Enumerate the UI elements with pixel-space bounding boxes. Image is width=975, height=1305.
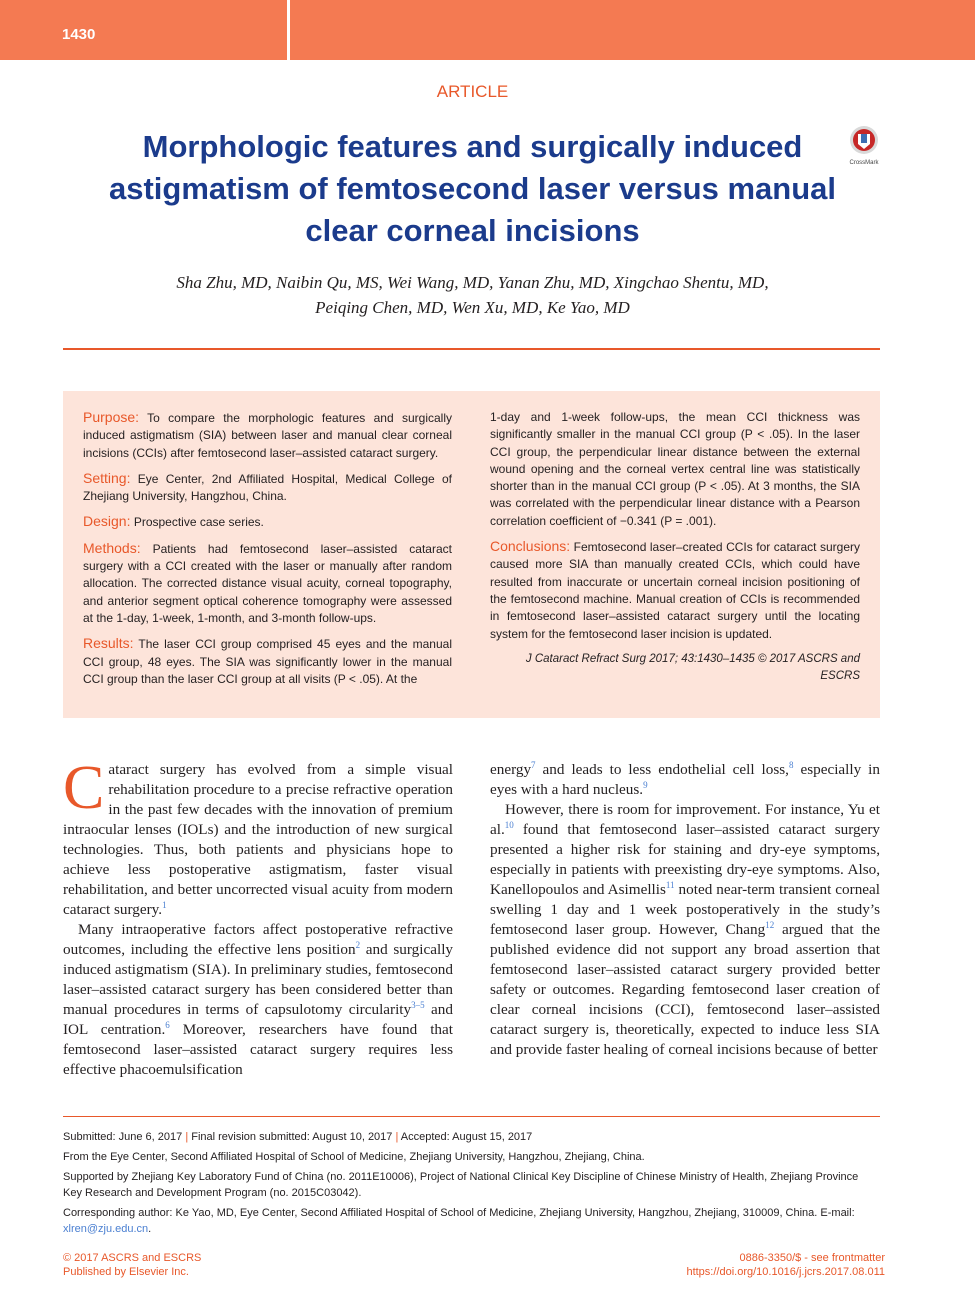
period: .: [148, 1223, 152, 1235]
body-column-right: [490, 760, 880, 1060]
reference-link[interactable]: 3–5: [411, 999, 425, 1010]
abstract-methods: [83, 540, 452, 627]
corresponding-text: Corresponding author: Ke Yao, MD, Eye Center, Second Affiliated Hospital of School of Medicine, Zhejiang University, Hangzhou, Zhejiang, 310009, China. E-mail:: [63, 1207, 855, 1219]
abstract-column-right: [490, 409, 860, 693]
abstract-box: [63, 391, 880, 718]
author-line-2: Peiqing Chen, MD, Wen Xu, MD, Ke Yao, MD: [315, 298, 630, 317]
accepted-date: Accepted: August 15, 2017: [400, 1131, 533, 1143]
body-paragraph-4: [490, 800, 880, 1060]
doi-link[interactable]: https://doi.org/10.1016/j.jcrs.2017.08.011: [686, 1266, 885, 1278]
design-text: Prospective case series.: [133, 515, 264, 530]
paragraph-text: However, there is room for improvement. For instance, Yu et al.: [490, 801, 880, 838]
reference-link[interactable]: 11: [665, 879, 675, 890]
footnote-divider: [63, 1116, 880, 1117]
paragraph-text: found that femtosecond laser–assisted cataract surgery presented a higher risk for staining and dry-eye symptoms, especially in patients with preexisting dry-eye symptoms. Also, Kanellopoulos and Asimellis: [490, 821, 880, 898]
copyright: © 2017 ASCRS and ESCRS: [63, 1252, 202, 1264]
body-paragraph-2: [63, 920, 453, 1080]
paragraph-text: energy: [490, 761, 532, 778]
footnotes: [63, 1129, 880, 1241]
separator: |: [185, 1131, 189, 1143]
corresponding-author-note: [63, 1205, 880, 1237]
page-number: 1430: [62, 26, 96, 43]
paragraph-text: ataract surgery has evolved from a simple visual rehabilitation procedure to a precise refractive operation in the past few decades with the innovation of premium intraocular lenses (IOLs) and the introduction of new surgical technologies. Thus, both patients and physicians hope to achieve less postoperative astigmatism, faster visual rehabilitation, and better uncorrected visual acuity from modern cataract surgery.: [63, 761, 453, 918]
header-bar-right: [290, 0, 975, 60]
reference-link[interactable]: 9: [643, 779, 648, 790]
crossmark-icon[interactable]: [843, 124, 885, 168]
revision-date: Final revision submitted: August 10, 2017: [191, 1131, 393, 1143]
paragraph-text: and leads to less endothelial cell loss,: [535, 761, 789, 778]
reference-link[interactable]: 12: [765, 919, 775, 930]
paragraph-text: and surgically induced astigmatism (SIA). In preliminary studies, femtosecond laser–assisted cataract surgery has been considered better than manual procedures in terms of capsulotomy circularity: [63, 941, 454, 1018]
reference-link[interactable]: 6: [165, 1019, 170, 1030]
paragraph-text: Many intraoperative factors affect postoperative refractive outcomes, including the effective lens position: [63, 921, 453, 958]
abstract-results: [83, 635, 452, 688]
conclusions-text: Femtosecond laser–created CCIs for cataract surgery caused more SIA than manually created CCIs, which could have resulted from inaccurate or uncertain corneal incision positioning of the femtosecond machine. Manual creation of CCIs is recommended in femtosecond laser–assisted cataract surgery until the locating system for the femtosecond laser incision is updated.: [490, 540, 860, 641]
submission-dates: [63, 1129, 880, 1145]
conclusions-heading: Conclusions:: [490, 538, 571, 555]
reference-link[interactable]: 10: [504, 819, 514, 830]
setting-text: Eye Center, 2nd Affiliated Hospital, Medical College of Zhejiang University, Hangzhou, China.: [83, 471, 452, 504]
paragraph-text: especially in eyes with a hard nucleus.: [490, 761, 880, 798]
purpose-text: To compare the morphologic features and surgically induced astigmatism (SIA) between laser and manual clear corneal incisions (CCIs) after femtosecond laser–assisted cataract surgery.: [83, 411, 452, 460]
footer-left: [63, 1251, 201, 1279]
paragraph-text: Moreover, researchers have found that femtosecond laser–assisted cataract surgery requires less effective phacoemulsification: [63, 1021, 453, 1078]
email-link[interactable]: xlren@zju.edu.cn: [63, 1223, 149, 1235]
issn: 0886-3350/$ - see frontmatter: [739, 1252, 885, 1264]
crossmark-label: CrossMark: [849, 160, 879, 166]
results-heading: Results:: [83, 635, 134, 652]
abstract-conclusions: [490, 538, 860, 643]
abstract-column-left: [83, 409, 452, 696]
section-label: ARTICLE: [436, 82, 509, 101]
results-text: The laser CCI group comprised 45 eyes and the manual CCI group, 48 eyes. The SIA was significantly lower in the manual CCI group than the laser CCI group at all visits (P < .05). At the: [83, 637, 452, 686]
body-paragraph-1: [63, 754, 453, 920]
journal-citation: J Cataract Refract Surg 2017; 43:1430–1435 © 2017 ASCRS and ESCRS: [525, 652, 860, 683]
body-column-left: [63, 754, 454, 1080]
header-bar-left: [0, 0, 287, 60]
reference-link[interactable]: 8: [788, 759, 794, 770]
setting-heading: Setting:: [83, 469, 131, 486]
body-paragraph-3: [490, 760, 880, 800]
paragraph-text: and IOL centration.: [63, 1001, 453, 1038]
results-continued: 1-day and 1-week follow-ups, the mean CCI thickness was significantly smaller in the manual CCI group (P < .05). In the laser CCI group, the perpendicular linear distance between the external wound opening and the corneal vertex central line was statistically shorter than in the manual CCI group (P < .05). At 3 months, the SIA was correlated with the perpendicular linear distance with a Pearson correlation coefficient of −0.341 (P = .001).: [490, 410, 860, 528]
reference-link[interactable]: 2: [355, 939, 361, 950]
reference-link[interactable]: 7: [531, 759, 536, 770]
title-divider: [63, 348, 880, 350]
page-header-bar: [0, 0, 975, 60]
methods-heading: Methods:: [83, 539, 141, 556]
paragraph-text: noted near-term transient corneal swelling 1 day and 1 week postoperatively in the study’s femtosecond laser group. However, Chang: [490, 881, 880, 938]
author-line-1: Sha Zhu, MD, Naibin Qu, MS, Wei Wang, MD, Yanan Zhu, MD, Xingchao Shentu, MD,: [176, 273, 769, 292]
drop-cap: C: [63, 754, 105, 822]
purpose-heading: Purpose:: [83, 409, 140, 425]
submitted-date: Submitted: June 6, 2017: [63, 1131, 183, 1143]
article-title: Morphologic features and surgically induced astigmatism of femtosecond laser versus manual clear corneal incisions: [108, 129, 837, 248]
abstract-setting: [83, 470, 452, 506]
abstract-purpose: [83, 409, 452, 462]
footer-right: [686, 1251, 885, 1279]
publisher: Published by Elsevier Inc.: [63, 1266, 189, 1278]
reference-link[interactable]: 1: [162, 899, 167, 910]
affiliation-note: From the Eye Center, Second Affiliated Hospital of School of Medicine, Zhejiang University, Hangzhou, Zhejiang, China.: [63, 1151, 645, 1163]
separator: |: [395, 1131, 399, 1143]
design-heading: Design:: [83, 513, 131, 530]
methods-text: Patients had femtosecond laser–assisted cataract surgery with a CCI created with the laser or manually after random allocation. The corrected distance visual acuity, corneal topography, and anterior segment optical coherence tomography were assessed at the 1-day, 1-week, 1-month, and 3-month follow-ups.: [83, 541, 452, 625]
author-list: [80, 270, 865, 320]
funding-note: Supported by Zhejiang Key Laboratory Fund of China (no. 2011E10006), Project of National Clinical Key Discipline of Chinese Ministry of Health, Zhejiang Province Key Research and Development Program (no. 2015C03042).: [63, 1171, 859, 1199]
abstract-design: [83, 513, 452, 531]
paragraph-text: argued that the published evidence did not support any broad assertion that femtosecond laser–assisted cataract surgery provided better safety or outcomes. Regarding femtosecond laser creation of clear corneal incisions (CCI), femtosecond laser–assisted cataract surgery is, theoretically, expected to induce less SIA and provide faster healing of corneal incisions because of better: [490, 921, 880, 1058]
